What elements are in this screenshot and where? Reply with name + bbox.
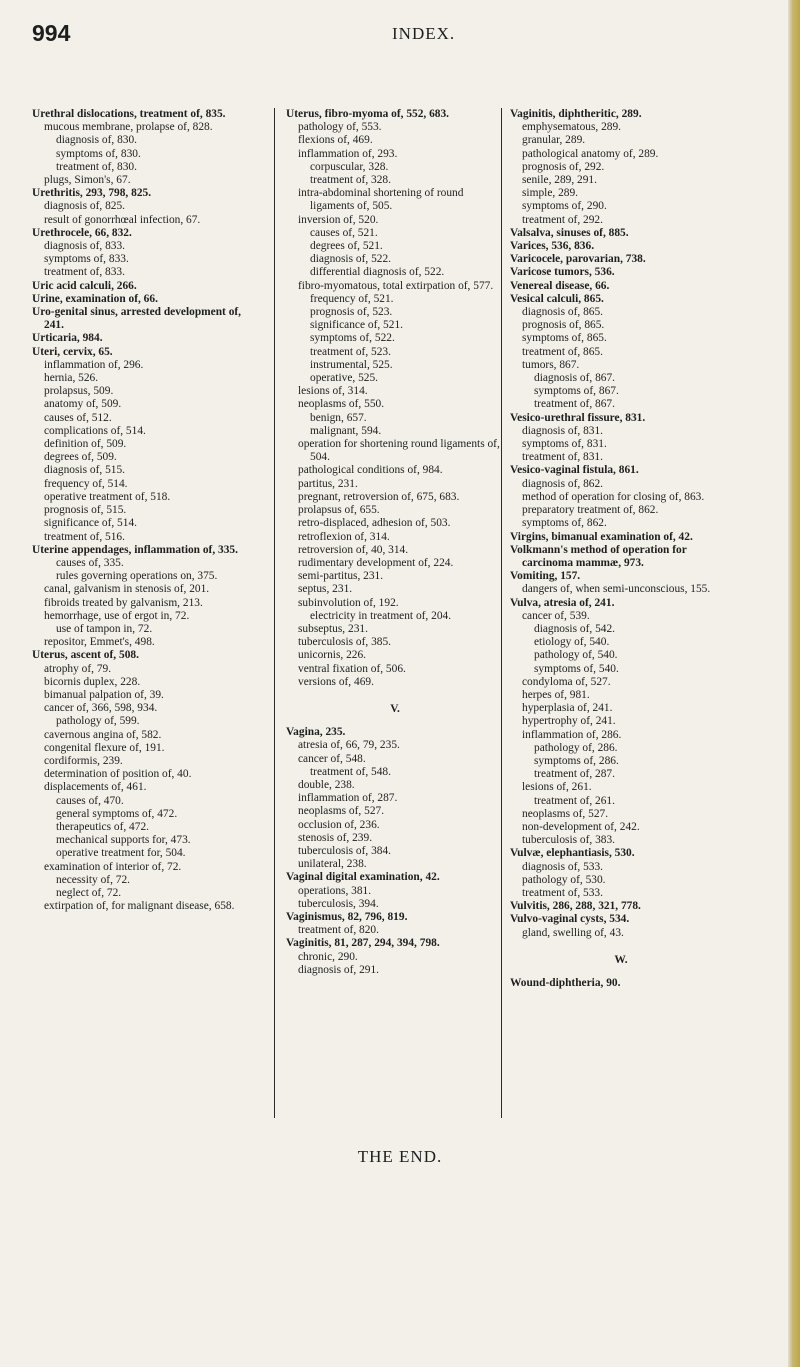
index-entry: malignant, 594. <box>310 424 382 437</box>
index-entry: treatment of, 261. <box>534 794 615 807</box>
index-entry: operations, 381. <box>298 884 372 897</box>
index-entry: bimanual palpation of, 39. <box>44 688 164 701</box>
index-entry: versions of, 469. <box>298 675 374 688</box>
index-entry: Virgins, bimanual examination of, 42. <box>510 530 693 543</box>
index-entry: prognosis of, 523. <box>310 306 393 319</box>
index-entry: neoplasms of, 527. <box>522 807 609 820</box>
index-entry: method of operation for closing of, 863. <box>522 490 705 503</box>
index-section-letter: V. <box>390 702 400 715</box>
index-entry: causes of, 335. <box>56 556 124 569</box>
index-entry: tuberculosis of, 384. <box>298 844 392 857</box>
index-entry: Uterus, ascent of, 508. <box>32 649 139 662</box>
index-entry: complications of, 514. <box>44 424 146 437</box>
index-entry: rudimentary development of, 224. <box>298 556 454 569</box>
index-entry: cancer of, 548. <box>298 752 366 765</box>
index-entry: inflammation of, 286. <box>522 728 622 741</box>
index-entry: treatment of, 833. <box>44 266 125 279</box>
index-entry: symptoms of, 286. <box>534 754 619 767</box>
index-entry: Vesico-vaginal fistula, 861. <box>510 464 639 477</box>
index-entry: examination of interior of, 72. <box>44 860 182 873</box>
index-entry: cancer of, 366, 598, 934. <box>44 702 158 715</box>
index-entry: differential diagnosis of, 522. <box>310 266 445 279</box>
index-entry: partitus, 231. <box>298 477 358 490</box>
index-entry: Varicose tumors, 536. <box>510 266 615 279</box>
page-number: 994 <box>32 20 71 46</box>
index-column-2 <box>286 108 504 977</box>
index-entry: neoplasms of, 550. <box>298 398 385 411</box>
index-entry: Urethral dislocations, treatment of, 835. <box>32 108 226 120</box>
index-entry: Valsalva, sinuses of, 885. <box>510 226 629 239</box>
index-entry: treatment of, 831. <box>522 451 603 464</box>
index-entry: treatment of, 287. <box>534 768 615 781</box>
index-entry: diagnosis of, 533. <box>522 860 603 873</box>
index-entry: Vaginismus, 82, 796, 819. <box>286 910 408 923</box>
index-entry: causes of, 470. <box>56 794 124 807</box>
index-entry: operative treatment for, 504. <box>56 847 186 860</box>
index-entry: frequency of, 514. <box>44 477 128 490</box>
index-entry: condyloma of, 527. <box>522 675 611 688</box>
index-entry: significance of, 521. <box>310 319 403 332</box>
index-entry: pathology of, 599. <box>56 715 140 728</box>
index-entry: rules governing operations on, 375. <box>56 570 218 583</box>
index-entry: extirpation of, for malignant disease, 658. <box>44 900 235 913</box>
index-entry: Vomiting, 157. <box>510 570 581 583</box>
index-entry: atrophy of, 79. <box>44 662 112 675</box>
index-entry: dangers of, when semi-unconscious, 155. <box>522 583 711 596</box>
index-entry: diagnosis of, 831. <box>522 424 603 437</box>
index-entry: non-development of, 242. <box>522 820 640 833</box>
index-entry: Vulvitis, 286, 288, 321, 778. <box>510 900 641 913</box>
index-entry: diagnosis of, 862. <box>522 477 603 490</box>
index-entry: congenital flexure of, 191. <box>44 741 165 754</box>
index-entry: stenosis of, 239. <box>298 831 373 844</box>
index-entry: hyperplasia of, 241. <box>522 702 613 715</box>
index-entry: diagnosis of, 522. <box>310 253 391 266</box>
index-entry: electricity in treatment of, 204. <box>310 609 452 622</box>
index-entry: tuberculosis, 394. <box>298 897 379 910</box>
index-entry: degrees of, 509. <box>44 451 117 464</box>
index-entry: tumors, 867. <box>522 358 580 371</box>
index-entry: Venereal disease, 66. <box>510 279 610 292</box>
index-entry: symptoms of, 540. <box>534 662 619 675</box>
index-entry: symptoms of, 522. <box>310 332 395 345</box>
index-entry: corpuscular, 328. <box>310 160 389 173</box>
index-entry: inflammation of, 293. <box>298 147 398 160</box>
end-marker: THE END. <box>357 1147 443 1166</box>
index-entry: symptoms of, 831. <box>522 438 607 451</box>
index-entry: pathological conditions of, 984. <box>298 464 443 477</box>
page-header <box>32 20 752 50</box>
index-entry: Uterine appendages, inflammation of, 335. <box>32 543 238 556</box>
index-entry: treatment of, 533. <box>522 886 603 899</box>
index-entry: mucous membrane, prolapse of, 828. <box>44 121 213 134</box>
index-entry: prognosis of, 865. <box>522 319 605 332</box>
index-entry: Vaginitis, diphtheritic, 289. <box>510 108 642 120</box>
index-entry: repositor, Emmet's, 498. <box>44 636 155 649</box>
index-entry: hemorrhage, use of ergot in, 72. <box>44 609 190 622</box>
index-entry: degrees of, 521. <box>310 240 383 253</box>
index-entry: intra-abdominal shortening of round ligaments of, 505. <box>298 187 464 213</box>
index-entry: herpes of, 981. <box>522 688 590 701</box>
column-divider <box>501 108 502 1118</box>
index-entry: bicornis duplex, 228. <box>44 675 141 688</box>
index-entry: inversion of, 520. <box>298 213 379 226</box>
index-entry: treatment of, 820. <box>298 924 379 937</box>
index-entry: plugs, Simon's, 67. <box>44 174 131 187</box>
index-entry: preparatory treatment of, 862. <box>522 504 659 517</box>
index-entry: determination of position of, 40. <box>44 768 192 781</box>
index-entry: symptoms of, 830. <box>56 147 141 160</box>
index-entry: treatment of, 523. <box>310 345 391 358</box>
index-entry: mechanical supports for, 473. <box>56 834 191 847</box>
index-entry: symptoms of, 865. <box>522 332 607 345</box>
index-entry: operation for shortening round ligaments of, 504. <box>298 438 500 464</box>
index-entry: therapeutics of, 472. <box>56 820 149 833</box>
index-entry: neoplasms of, 527. <box>298 805 385 818</box>
index-entry: diagnosis of, 865. <box>522 306 603 319</box>
index-entry: diagnosis of, 542. <box>534 622 615 635</box>
index-entry: lesions of, 261. <box>522 781 592 794</box>
index-entry: treatment of, 548. <box>310 765 391 778</box>
index-entry: Vulvæ, elephantiasis, 530. <box>510 847 635 860</box>
index-entry: Vulva, atresia of, 241. <box>510 596 615 609</box>
index-entry: unilateral, 238. <box>298 858 367 871</box>
index-entry: anatomy of, 509. <box>44 398 122 411</box>
index-entry: cavernous angina of, 582. <box>44 728 162 741</box>
index-entry: atresia of, 66, 79, 235. <box>298 739 400 752</box>
index-entry: occlusion of, 236. <box>298 818 380 831</box>
index-entry: Vaginal digital examination, 42. <box>286 871 440 884</box>
index-entry: fibro-myomatous, total extirpation of, 577. <box>298 279 494 292</box>
index-entry: operative treatment of, 518. <box>44 490 171 503</box>
index-entry: Varicocele, parovarian, 738. <box>510 253 646 266</box>
index-entry: diagnosis of, 515. <box>44 464 125 477</box>
index-entry: cordiformis, 239. <box>44 754 123 767</box>
index-entry: tuberculosis of, 383. <box>522 834 616 847</box>
index-entry: benign, 657. <box>310 411 367 424</box>
index-entry: neglect of, 72. <box>56 886 122 899</box>
index-entry: Urethritis, 293, 798, 825. <box>32 187 152 200</box>
running-head: INDEX. <box>392 24 456 43</box>
index-entry: instrumental, 525. <box>310 358 393 371</box>
index-entry: treatment of, 865. <box>522 345 603 358</box>
index-entry: diagnosis of, 833. <box>44 240 125 253</box>
index-entry: Vesical calculi, 865. <box>510 292 604 305</box>
index-entry: causes of, 512. <box>44 411 112 424</box>
index-entry: frequency of, 521. <box>310 292 394 305</box>
index-entry: flexions of, 469. <box>298 134 373 147</box>
index-entry: prolapsus, 509. <box>44 385 114 398</box>
index-entry: treatment of, 867. <box>534 398 615 411</box>
index-entry: fibroids treated by galvanism, 213. <box>44 596 203 609</box>
index-entry: retro-displaced, adhesion of, 503. <box>298 517 451 530</box>
column-divider <box>274 108 275 1118</box>
index-entry: Uro-genital sinus, arrested development of, 241. <box>32 306 242 332</box>
index-entry: use of tampon in, 72. <box>56 622 153 635</box>
index-entry: diagnosis of, 830. <box>56 134 137 147</box>
index-entry: pathology of, 540. <box>534 649 618 662</box>
index-entry: etiology of, 540. <box>534 636 610 649</box>
index-entry: Vagina, 235. <box>286 726 346 739</box>
index-entry: simple, 289. <box>522 187 579 200</box>
index-entry: inflammation of, 287. <box>298 792 398 805</box>
index-entry: pathology of, 286. <box>534 741 618 754</box>
index-entry: pathological anatomy of, 289. <box>522 147 659 160</box>
index-entry: granular, 289. <box>522 134 586 147</box>
index-entry: hypertrophy of, 241. <box>522 715 616 728</box>
index-entry: retroflexion of, 314. <box>298 530 390 543</box>
index-entry: Uterus, fibro-myoma of, 552, 683. <box>286 108 450 120</box>
index-entry: definition of, 509. <box>44 438 127 451</box>
index-entry: significance of, 514. <box>44 517 137 530</box>
index-entry: causes of, 521. <box>310 226 378 239</box>
index-entry: symptoms of, 290. <box>522 200 607 213</box>
index-entry: pathology of, 530. <box>522 873 606 886</box>
index-entry: treatment of, 516. <box>44 530 125 543</box>
index-entry: ventral fixation of, 506. <box>298 662 406 675</box>
index-entry: septus, 231. <box>298 583 353 596</box>
index-entry: gland, swelling of, 43. <box>522 926 624 939</box>
index-entry: Uteri, cervix, 65. <box>32 345 113 358</box>
index-entry: Urethrocele, 66, 832. <box>32 226 132 239</box>
index-entry: diagnosis of, 291. <box>298 963 379 976</box>
index-entry: inflammation of, 296. <box>44 358 144 371</box>
index-entry: result of gonorrhœal infection, 67. <box>44 213 201 226</box>
index-entry: unicornis, 226. <box>298 649 367 662</box>
index-entry: general symptoms of, 472. <box>56 807 178 820</box>
index-entry: Urine, examination of, 66. <box>32 292 158 305</box>
index-entry: Vulvo-vaginal cysts, 534. <box>510 913 630 926</box>
index-entry: pregnant, retroversion of, 675, 683. <box>298 490 460 503</box>
index-entry: semi-partitus, 231. <box>298 570 384 583</box>
index-entry: tuberculosis of, 385. <box>298 636 392 649</box>
index-entry: symptoms of, 867. <box>534 385 619 398</box>
index-entry: pathology of, 553. <box>298 121 382 134</box>
index-entry: emphysematous, 289. <box>522 121 622 134</box>
index-entry: prolapsus of, 655. <box>298 504 380 517</box>
index-entry: treatment of, 328. <box>310 174 391 187</box>
index-entry: Vaginitis, 81, 287, 294, 394, 798. <box>286 937 440 950</box>
index-entry: prognosis of, 515. <box>44 504 127 517</box>
index-entry: Volkmann's method of operation for carcinoma mammæ, 973. <box>510 543 687 569</box>
index-section-letter: W. <box>614 953 628 966</box>
index-entry: Urticaria, 984. <box>32 332 103 345</box>
index-entry: prognosis of, 292. <box>522 160 605 173</box>
index-column-1 <box>32 108 250 913</box>
index-entry: symptoms of, 833. <box>44 253 129 266</box>
index-entry: symptoms of, 862. <box>522 517 607 530</box>
index-entry: Vesico-urethral fissure, 831. <box>510 411 646 424</box>
index-entry: necessity of, 72. <box>56 873 131 886</box>
index-entry: subseptus, 231. <box>298 622 368 635</box>
index-entry: canal, galvanism in stenosis of, 201. <box>44 583 210 596</box>
index-entry: double, 238. <box>298 778 355 791</box>
index-entry: lesions of, 314. <box>298 385 368 398</box>
index-entry: Varices, 536, 836. <box>510 240 595 253</box>
index-entry: chronic, 290. <box>298 950 358 963</box>
index-entry: hernia, 526. <box>44 372 99 385</box>
index-entry: diagnosis of, 867. <box>534 372 615 385</box>
index-entry: subinvolution of, 192. <box>298 596 399 609</box>
index-column-3 <box>510 108 732 990</box>
index-entry: Uric acid calculi, 266. <box>32 279 137 292</box>
index-entry: diagnosis of, 825. <box>44 200 125 213</box>
index-entry: Wound-diphtheria, 90. <box>510 977 621 989</box>
index-entry: senile, 289, 291. <box>522 174 597 187</box>
index-entry: displacements of, 461. <box>44 781 147 794</box>
index-entry: cancer of, 539. <box>522 609 590 622</box>
index-entry: treatment of, 830. <box>56 160 137 173</box>
index-entry: operative, 525. <box>310 372 379 385</box>
index-entry: retroversion of, 40, 314. <box>298 543 409 556</box>
index-entry: treatment of, 292. <box>522 213 603 226</box>
